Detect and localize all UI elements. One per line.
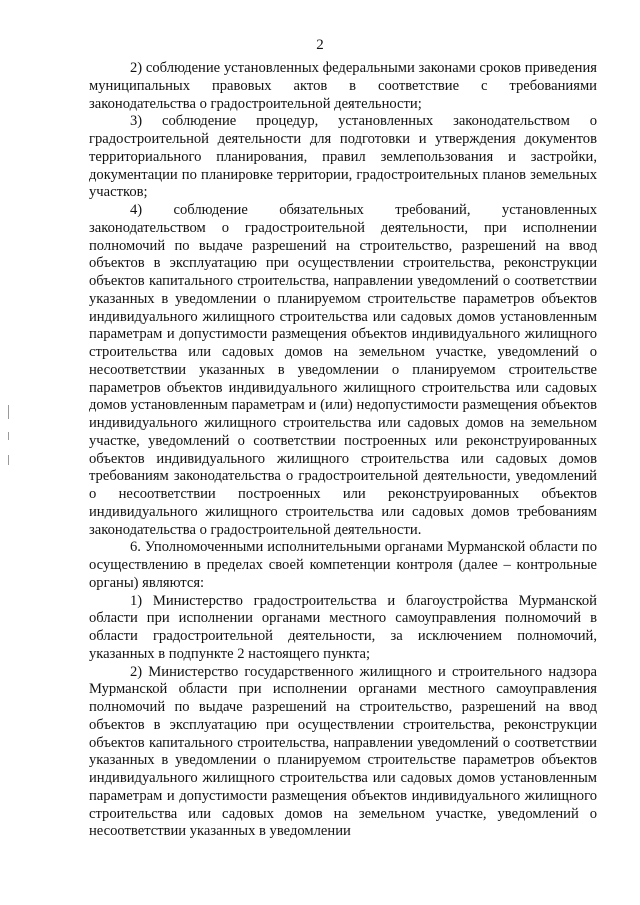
margin-scan-mark [8,432,9,440]
page-number: 2 [316,37,324,53]
paragraph: 3) соблюдение процедур, установленных законодательством о градостроительной деятельности для подготовки и утверждения документов территориального планирования, правил землепользования и застройки, документации по планировке территории, градостроительных планов земельных участков; [89,113,597,201]
paragraph: 1) Министерство градостроительства и благоустройства Мурманской области при исполнении органами местного самоуправления полномочий в области градостроительной деятельности, за исключением полномочий, указанных в подпункте 2 настоящего пункта; [89,592,597,662]
paragraph: 2) Министерство государственного жилищного и строительного надзора Мурманской области при исполнении органами местного самоуправления полномочий по выдаче разрешений на строительство, разрешений на ввод объектов в эксплуатацию при осуществлении строительства, реконструкции объектов капитального строительства, направлении уведомлений о соответствии указанных в уведомлении о планируемом строительстве параметров объектов индивидуального жилищного строительства или садовых домов установленным параметрам и допустимости размещения объектов индивидуального жилищного строительства или садовых домов на земельном участке, уведомлений о несоответствии указанных в уведомлении [89,663,597,840]
margin-scan-mark [8,455,9,465]
paragraph: 6. Уполномоченными исполнительными органами Мурманской области по осуществлению в пределах своей компетенции контроля (далее – контрольные органы) являются: [89,539,597,591]
paragraph: 4) соблюдение обязательных требований, установленных законодательством о градостроительной деятельности, при исполнении полномочий по выдаче разрешений на строительство, разрешений на ввод объектов в эксплуатацию при осуществлении строительства, реконструкции объектов капитального строительства, направлении уведомлений о соответствии указанных в уведомлении о планируемом строительстве параметров объектов индивидуального жилищного строительства или садовых домов установленным параметрам и допустимости размещения объектов индивидуального жилищного строительства или садовых домов на земельном участке, уведомлений о несоответствии указанных в уведомлении о планируемом строительстве параметров объектов индивидуального жилищного строительства или садовых домов установленным параметрам и (или) недопустимости размещения объектов индивидуального жилищного строительства или садовых домов на земельном участке, уведомлений о соответствии построенных или реконструированных объектов индивидуального жилищного строительства или садовых домов требованиям законодательства о градостроительной деятельности, уведомлений о несоответствии построенных или реконструированных объектов индивидуального жилищного строительства или садовых домов требованиям законодательства о градостроительной деятельности. [89,202,597,538]
margin-scan-mark [8,405,9,419]
document-body [89,60,597,841]
paragraph: 2) соблюдение установленных федеральными законами сроков приведения муниципальных правовых актов в соответствие с требованиями законодательства о градостроительной деятельности; [89,60,597,112]
